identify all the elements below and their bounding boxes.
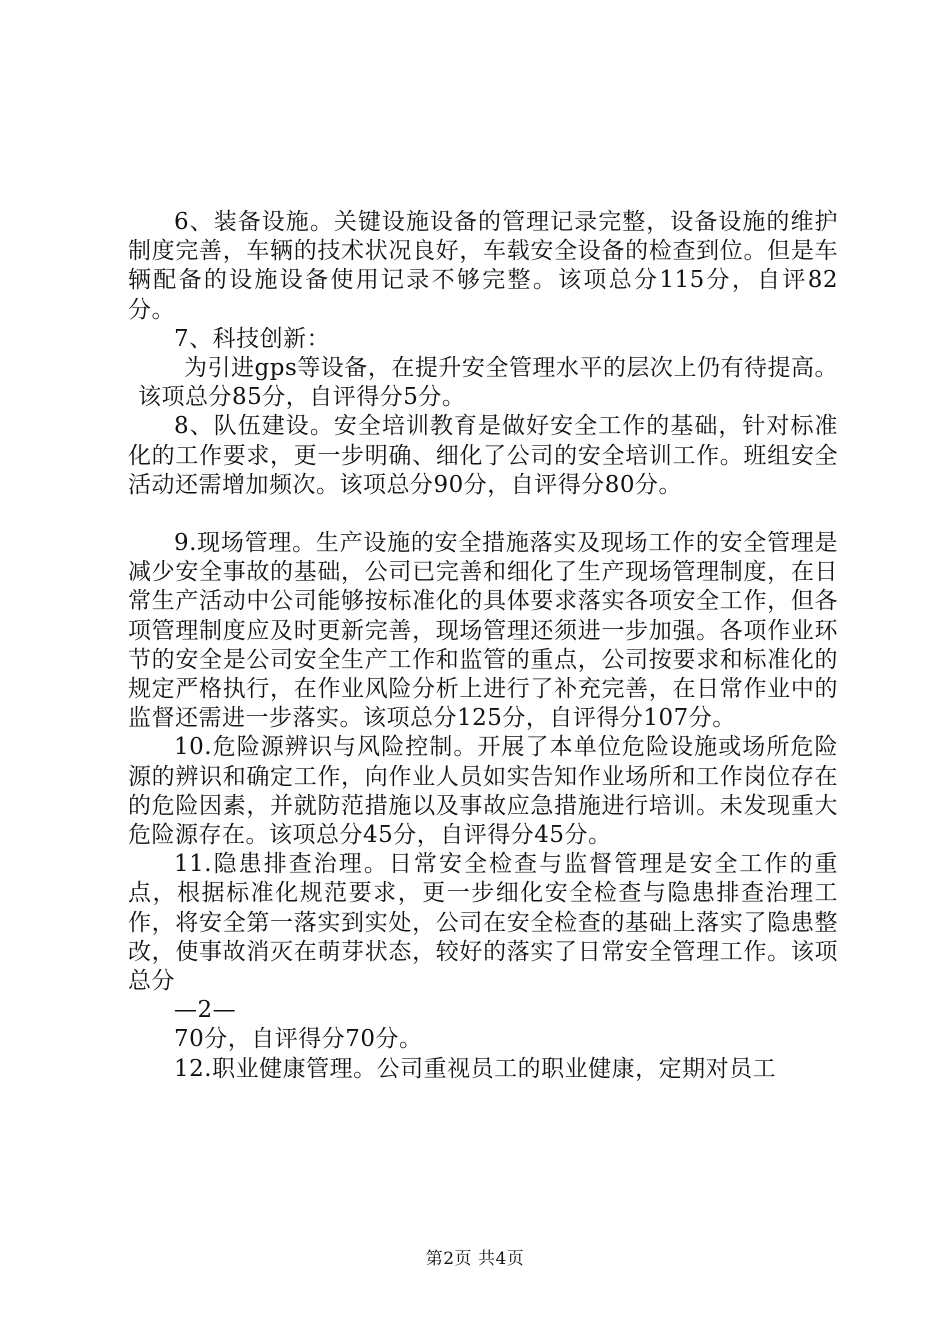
paragraph-team-building: 8、队伍建设。安全培训教育是做好安全工作的基础，针对标准化的工作要求，更一步明确、细化了公司的安全培训工作。班组安全活动还需增加频次。该项总分90分，自评得分80分。 — [128, 413, 838, 498]
page-footer: 第2页 共4页 — [425, 1249, 525, 1269]
paragraph-spacer — [128, 500, 838, 529]
paragraph-site-management: 9.现场管理。生产设施的安全措施落实及现场工作的安全管理是减少安全事故的基础，公司已完善和细化了生产现场管理制度，在日常生产活动中公司能够按标准化的具体要求落实各项安全工作，但各项管理制度应及时更新完善，现场管理还须进一步加强。各项作业环节的安全是公司安全生产工作和监管的重点，公司按要求和标准化的规定严格执行，在作业风险分析上进行了补充完善，在日常作业中的监督还需进一步落实。该项总分125分，自评得分107分。 — [128, 530, 838, 732]
paragraph-hidden-danger-continued: 70分，自评得分70分。 — [174, 1026, 423, 1053]
paragraph-hazard-identification: 10.危险源辨识与风险控制。开展了本单位危险设施或场所危险源的辨识和确定工作，向作业人员如实告知作业场所和工作岗位存在的危险因素，并就防范措施以及事故应急措施进行培训。未发现重大危险源存在。该项总分45分，自评得分45分。 — [128, 734, 838, 849]
inline-page-marker: —2— — [174, 997, 237, 1024]
paragraph-equipment: 6、装备设施。关键设施设备的管理记录完整，设备设施的维护制度完善，车辆的技术状况良好，车载安全设备的检查到位。但是车辆配备的设施设备使用记录不够完整。该项总分115分，自评82分。 — [128, 209, 838, 323]
paragraph-occupational-health: 12.职业健康管理。公司重视员工的职业健康，定期对员工 — [174, 1055, 777, 1082]
heading-tech-innovation: 7、科技创新： — [174, 325, 331, 352]
paragraph-hidden-danger: 11.隐患排查治理。日常安全检查与监督管理是安全工作的重点，根据标准化规范要求，更一步细化安全检查与隐患排查治理工作，将安全第一落实到实处，公司在安全检查的基础上落实了隐患整改，使事故消灭在萌芽状态，较好的落实了日常安全管理工作。该项总分 — [128, 851, 838, 995]
document-body — [128, 208, 838, 1084]
paragraph-tech-innovation: 为引进gps等设备，在提升安全管理水平的层次上仍有待提高。该项总分85分，自评得分5分。 — [138, 355, 838, 411]
